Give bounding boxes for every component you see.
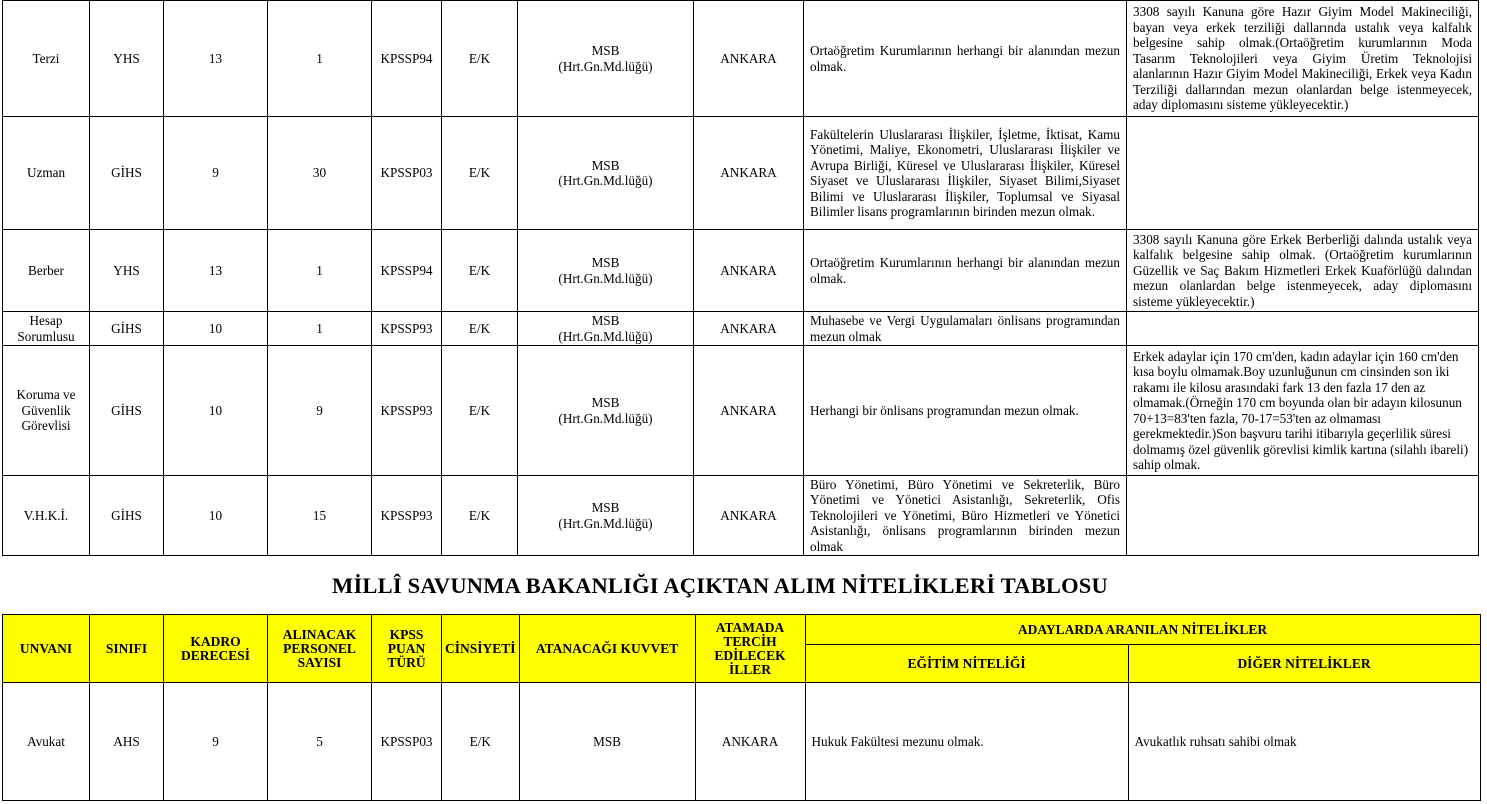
cell-il: ANKARA <box>694 117 804 230</box>
cell-cins: E/K <box>442 346 518 476</box>
cell-derece: 10 <box>164 476 268 556</box>
kuvvet-line: MSB <box>591 395 620 410</box>
header-nitelikler: ADAYLARDA ARANILAN NİTELİKLER <box>805 615 1480 645</box>
kuvvet-line: (Hrt.Gn.Md.lüğü) <box>558 58 653 74</box>
cell-egitim: Fakültelerin Uluslararası İlişkiler, İşletme, İktisat, Kamu Yönetimi, Maliye, Ekonometri, Uluslararası İlişkiler ve Avrupa Birliği, Küresel ve Uluslararası İlişkiler, Küresel Siyaset ve Uluslararası İlişkiler, Siyaset Bilimi,Siyaset Bilimi ve Uluslararası İlişkiler, Toplumsal ve Siyasal Bilimler lisans programlarının birinden mezun olmak. <box>804 117 1127 230</box>
cell-cins: E/K <box>442 312 518 346</box>
cell-derece: 13 <box>164 1 268 117</box>
cell-cins: E/K <box>442 683 520 801</box>
kuvvet-line: (Hrt.Gn.Md.lüğü) <box>558 410 653 426</box>
cell-derece: 9 <box>164 683 268 801</box>
header-egitim: EĞİTİM NİTELİĞİ <box>805 645 1128 683</box>
cell-diger: 3308 sayılı Kanuna göre Hazır Giyim Model Makineciliği, bayan veya erkek terziliği dallarında ustalık veya kalfalık belgesine sahip olmak.(Ortaöğretim kurumlarının Moda Tasarım Teknolojileri veya Giyim Üretim Teknolojisi alanlarının Hazır Giyim Model Makineciliği, Erkek veya Kadın Terziliği dallarından mezun olanlardan belge istenmeyecek, aday diplomasını sisteme yükleyecektir.) <box>1127 1 1479 117</box>
header-sinif: SINIFI <box>90 615 164 683</box>
header-puan: KPSS PUAN TÜRÜ <box>372 615 442 683</box>
header-kuvvet: ATANACAĞI KUVVET <box>519 615 695 683</box>
cell-kuvvet: MSB <box>519 683 695 801</box>
table-row <box>3 346 1479 476</box>
cell-sayi: 1 <box>268 312 372 346</box>
cell-unvan: Terzi <box>3 1 90 117</box>
cell-derece: 13 <box>164 230 268 312</box>
cell-il: ANKARA <box>694 1 804 117</box>
cell-cins: E/K <box>442 117 518 230</box>
kuvvet-line: MSB <box>591 255 620 270</box>
cell-unvan: Uzman <box>3 117 90 230</box>
header-il: ATAMADA TERCİH EDİLECEK İLLER <box>695 615 805 683</box>
cell-unvan: Avukat <box>3 683 90 801</box>
header-sayi: ALINACAK PERSONEL SAYISI <box>268 615 372 683</box>
cell-sinif: GİHS <box>90 312 164 346</box>
table-row <box>3 312 1479 346</box>
cell-puan: KPSSP93 <box>372 312 442 346</box>
kuvvet-line: (Hrt.Gn.Md.lüğü) <box>558 328 653 344</box>
cell-diger: Avukatlık ruhsatı sahibi olmak <box>1128 683 1480 801</box>
cell-kuvvet <box>518 230 694 312</box>
cell-egitim: Hukuk Fakültesi mezunu olmak. <box>805 683 1128 801</box>
cell-unvan: V.H.K.İ. <box>3 476 90 556</box>
cell-sayi: 5 <box>268 683 372 801</box>
cell-cins: E/K <box>442 230 518 312</box>
cell-kuvvet <box>518 117 694 230</box>
header-derece: KADRO DERECESİ <box>164 615 268 683</box>
cell-sinif: GİHS <box>90 476 164 556</box>
cell-il: ANKARA <box>694 230 804 312</box>
cell-sayi: 15 <box>268 476 372 556</box>
cell-unvan: Berber <box>3 230 90 312</box>
cell-unvan: Hesap Sorumlusu <box>3 312 90 346</box>
header-diger: DİĞER NİTELİKLER <box>1128 645 1480 683</box>
cell-derece: 10 <box>164 346 268 476</box>
cell-kuvvet <box>518 476 694 556</box>
cell-puan: KPSSP93 <box>372 476 442 556</box>
kuvvet-line: MSB <box>591 313 620 328</box>
cell-egitim: Herhangi bir önlisans programından mezun olmak. <box>804 346 1127 476</box>
cell-diger <box>1127 117 1479 230</box>
top-qualifications-table <box>2 0 1479 556</box>
cell-sayi: 9 <box>268 346 372 476</box>
cell-cins: E/K <box>442 1 518 117</box>
cell-puan: KPSSP03 <box>372 117 442 230</box>
cell-il: ANKARA <box>695 683 805 801</box>
cell-il: ANKARA <box>694 312 804 346</box>
cell-derece: 10 <box>164 312 268 346</box>
cell-sinif: GİHS <box>90 117 164 230</box>
cell-cins: E/K <box>442 476 518 556</box>
cell-diger <box>1127 312 1479 346</box>
kuvvet-line: (Hrt.Gn.Md.lüğü) <box>558 173 653 188</box>
header-unvan: UNVANI <box>3 615 90 683</box>
cell-kuvvet <box>518 312 694 346</box>
cell-egitim: Muhasebe ve Vergi Uygulamaları önlisans programından mezun olmak <box>804 312 1127 346</box>
kuvvet-line: MSB <box>591 157 620 173</box>
cell-diger: Erkek adaylar için 170 cm'den, kadın adaylar için 160 cm'den kısa boylu olmamak.Boy uzunluğunun cm cinsinden son iki rakamı ile kilosu arasındaki fark 13 den fazla 17 den az olmamak.(Örneğin 170 cm boyunda olan bir adayın kilosunun 70+13=83'ten fazla, 70-17=53'ten az olmaması gerekmektedir.)Son başvuru tarihi itibarıyla geçerlilik süresi dolmamış özel güvenlik görevlisi kimlik kartına (silahlı ibareli) sahip olmak. <box>1127 346 1479 476</box>
cell-sayi: 30 <box>268 117 372 230</box>
cell-kuvvet <box>518 346 694 476</box>
bottom-qualifications-table <box>2 614 1481 801</box>
kuvvet-line: MSB <box>591 43 620 58</box>
cell-il: ANKARA <box>694 346 804 476</box>
cell-egitim: Ortaöğretim Kurumlarının herhangi bir alanından mezun olmak. <box>804 1 1127 117</box>
table-row <box>3 117 1479 230</box>
cell-derece: 9 <box>164 117 268 230</box>
header-cins: CİNSİYETİ <box>442 615 520 683</box>
cell-kuvvet <box>518 1 694 117</box>
cell-sinif: YHS <box>90 1 164 117</box>
cell-sinif: YHS <box>90 230 164 312</box>
cell-sayi: 1 <box>268 1 372 117</box>
top-table-body <box>3 1 1479 556</box>
cell-diger: 3308 sayılı Kanuna göre Erkek Berberliği dalında ustalık veya kalfalık belgesine sahip olmak. (Ortaöğretim kurumlarının Güzellik ve Saç Bakım Hizmetleri Erkek Kuaförlüğü dalından mezun olanlardan belge istenmeyecek, aday diplomasını sisteme yükleyecektir.) <box>1127 230 1479 312</box>
cell-egitim: Büro Yönetimi, Büro Yönetimi ve Sekreterlik, Büro Yönetimi ve Yönetici Asistanlığı, Sekreterlik, Ofis Teknolojileri ve Yönetimi, Büro Hizmetleri ve Yönetici Asistanlığı, önlisans programlarının birinden mezun olmak <box>804 476 1127 556</box>
cell-il: ANKARA <box>694 476 804 556</box>
cell-puan: KPSSP94 <box>372 230 442 312</box>
cell-puan: KPSSP03 <box>372 683 442 801</box>
table-row <box>3 1 1479 117</box>
table-row <box>3 683 1481 801</box>
cell-sinif: AHS <box>90 683 164 801</box>
cell-diger <box>1127 476 1479 556</box>
cell-sinif: GİHS <box>90 346 164 476</box>
cell-egitim: Ortaöğretim Kurumlarının herhangi bir alanından mezun olmak. <box>804 230 1127 312</box>
table-row <box>3 230 1479 312</box>
cell-sayi: 1 <box>268 230 372 312</box>
cell-puan: KPSSP93 <box>372 346 442 476</box>
cell-puan: KPSSP94 <box>372 1 442 117</box>
section-title: MİLLÎ SAVUNMA BAKANLIĞI AÇIKTAN ALIM NİTELİKLERİ TABLOSU <box>332 573 1108 598</box>
kuvvet-line: (Hrt.Gn.Md.lüğü) <box>558 270 653 286</box>
kuvvet-line: MSB <box>591 500 620 515</box>
cell-unvan: Koruma ve Güvenlik Görevlisi <box>3 346 90 476</box>
kuvvet-line: (Hrt.Gn.Md.lüğü) <box>558 515 653 531</box>
table-row <box>3 476 1479 556</box>
